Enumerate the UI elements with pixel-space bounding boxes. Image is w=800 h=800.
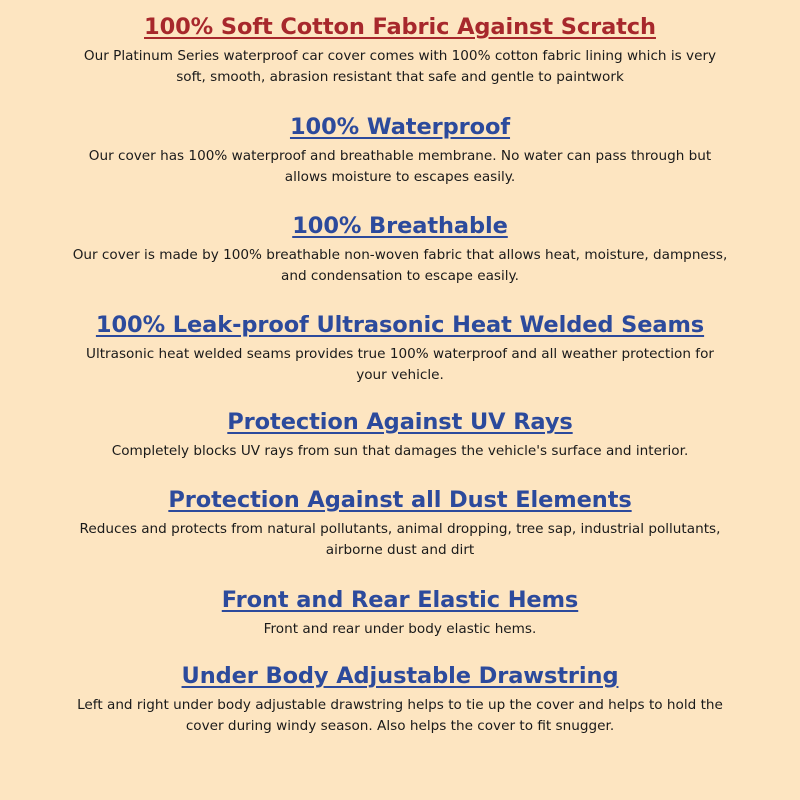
feature-title: Protection Against all Dust Elements [168, 487, 632, 513]
description-line: soft, smooth, abrasion resistant that safe and gentle to paintwork [176, 69, 624, 85]
description-line: Our cover has 100% waterproof and breathable membrane. No water can pass through but [88, 148, 712, 164]
feature-description [60, 245, 740, 287]
feature-title: 100% Waterproof [289, 114, 511, 140]
feature-description [60, 46, 740, 88]
feature-title: Under Body Adjustable Drawstring [181, 663, 619, 689]
feature-cotton-lining [0, 14, 800, 88]
description-line: Reduces and protects from natural pollutants, animal dropping, tree sap, industrial pollutants, [79, 521, 721, 537]
feature-description [60, 146, 740, 188]
feature-uv-protection [0, 409, 800, 462]
feature-description [60, 441, 740, 462]
feature-description [60, 619, 740, 640]
feature-description [60, 695, 740, 737]
description-line: Completely blocks UV rays from sun that damages the vehicle's surface and interior. [111, 443, 689, 459]
feature-drawstring [0, 663, 800, 737]
feature-title: 100% Breathable [292, 213, 508, 239]
description-line: allows moisture to escapes easily. [284, 169, 516, 185]
feature-dust-protection [0, 487, 800, 561]
description-line: Ultrasonic heat welded seams provides true 100% waterproof and all weather protection for [86, 346, 714, 362]
description-line: Our Platinum Series waterproof car cover comes with 100% cotton fabric lining which is very [83, 48, 717, 64]
description-line: cover during windy season. Also helps the cover to fit snugger. [185, 718, 615, 734]
feature-description [60, 344, 740, 386]
description-line: and condensation to escape easily. [281, 268, 519, 284]
description-line: Front and rear under body elastic hems. [263, 621, 537, 637]
description-line: Left and right under body adjustable drawstring helps to tie up the cover and helps to hold the [77, 697, 723, 713]
description-line: your vehicle. [356, 367, 444, 383]
feature-title: Front and Rear Elastic Hems [221, 587, 579, 613]
description-line: Our cover is made by 100% breathable non-woven fabric that allows heat, moisture, dampness, [72, 247, 728, 263]
description-line: airborne dust and dirt [325, 542, 475, 558]
feature-welded-seams [0, 312, 800, 386]
feature-elastic-hems [0, 587, 800, 640]
feature-title: Protection Against UV Rays [227, 409, 573, 435]
feature-description [60, 519, 740, 561]
feature-breathable [0, 213, 800, 287]
feature-title: 100% Soft Cotton Fabric Against Scratch [144, 14, 656, 40]
feature-title: 100% Leak-proof Ultrasonic Heat Welded Seams [95, 312, 705, 338]
feature-waterproof [0, 114, 800, 188]
